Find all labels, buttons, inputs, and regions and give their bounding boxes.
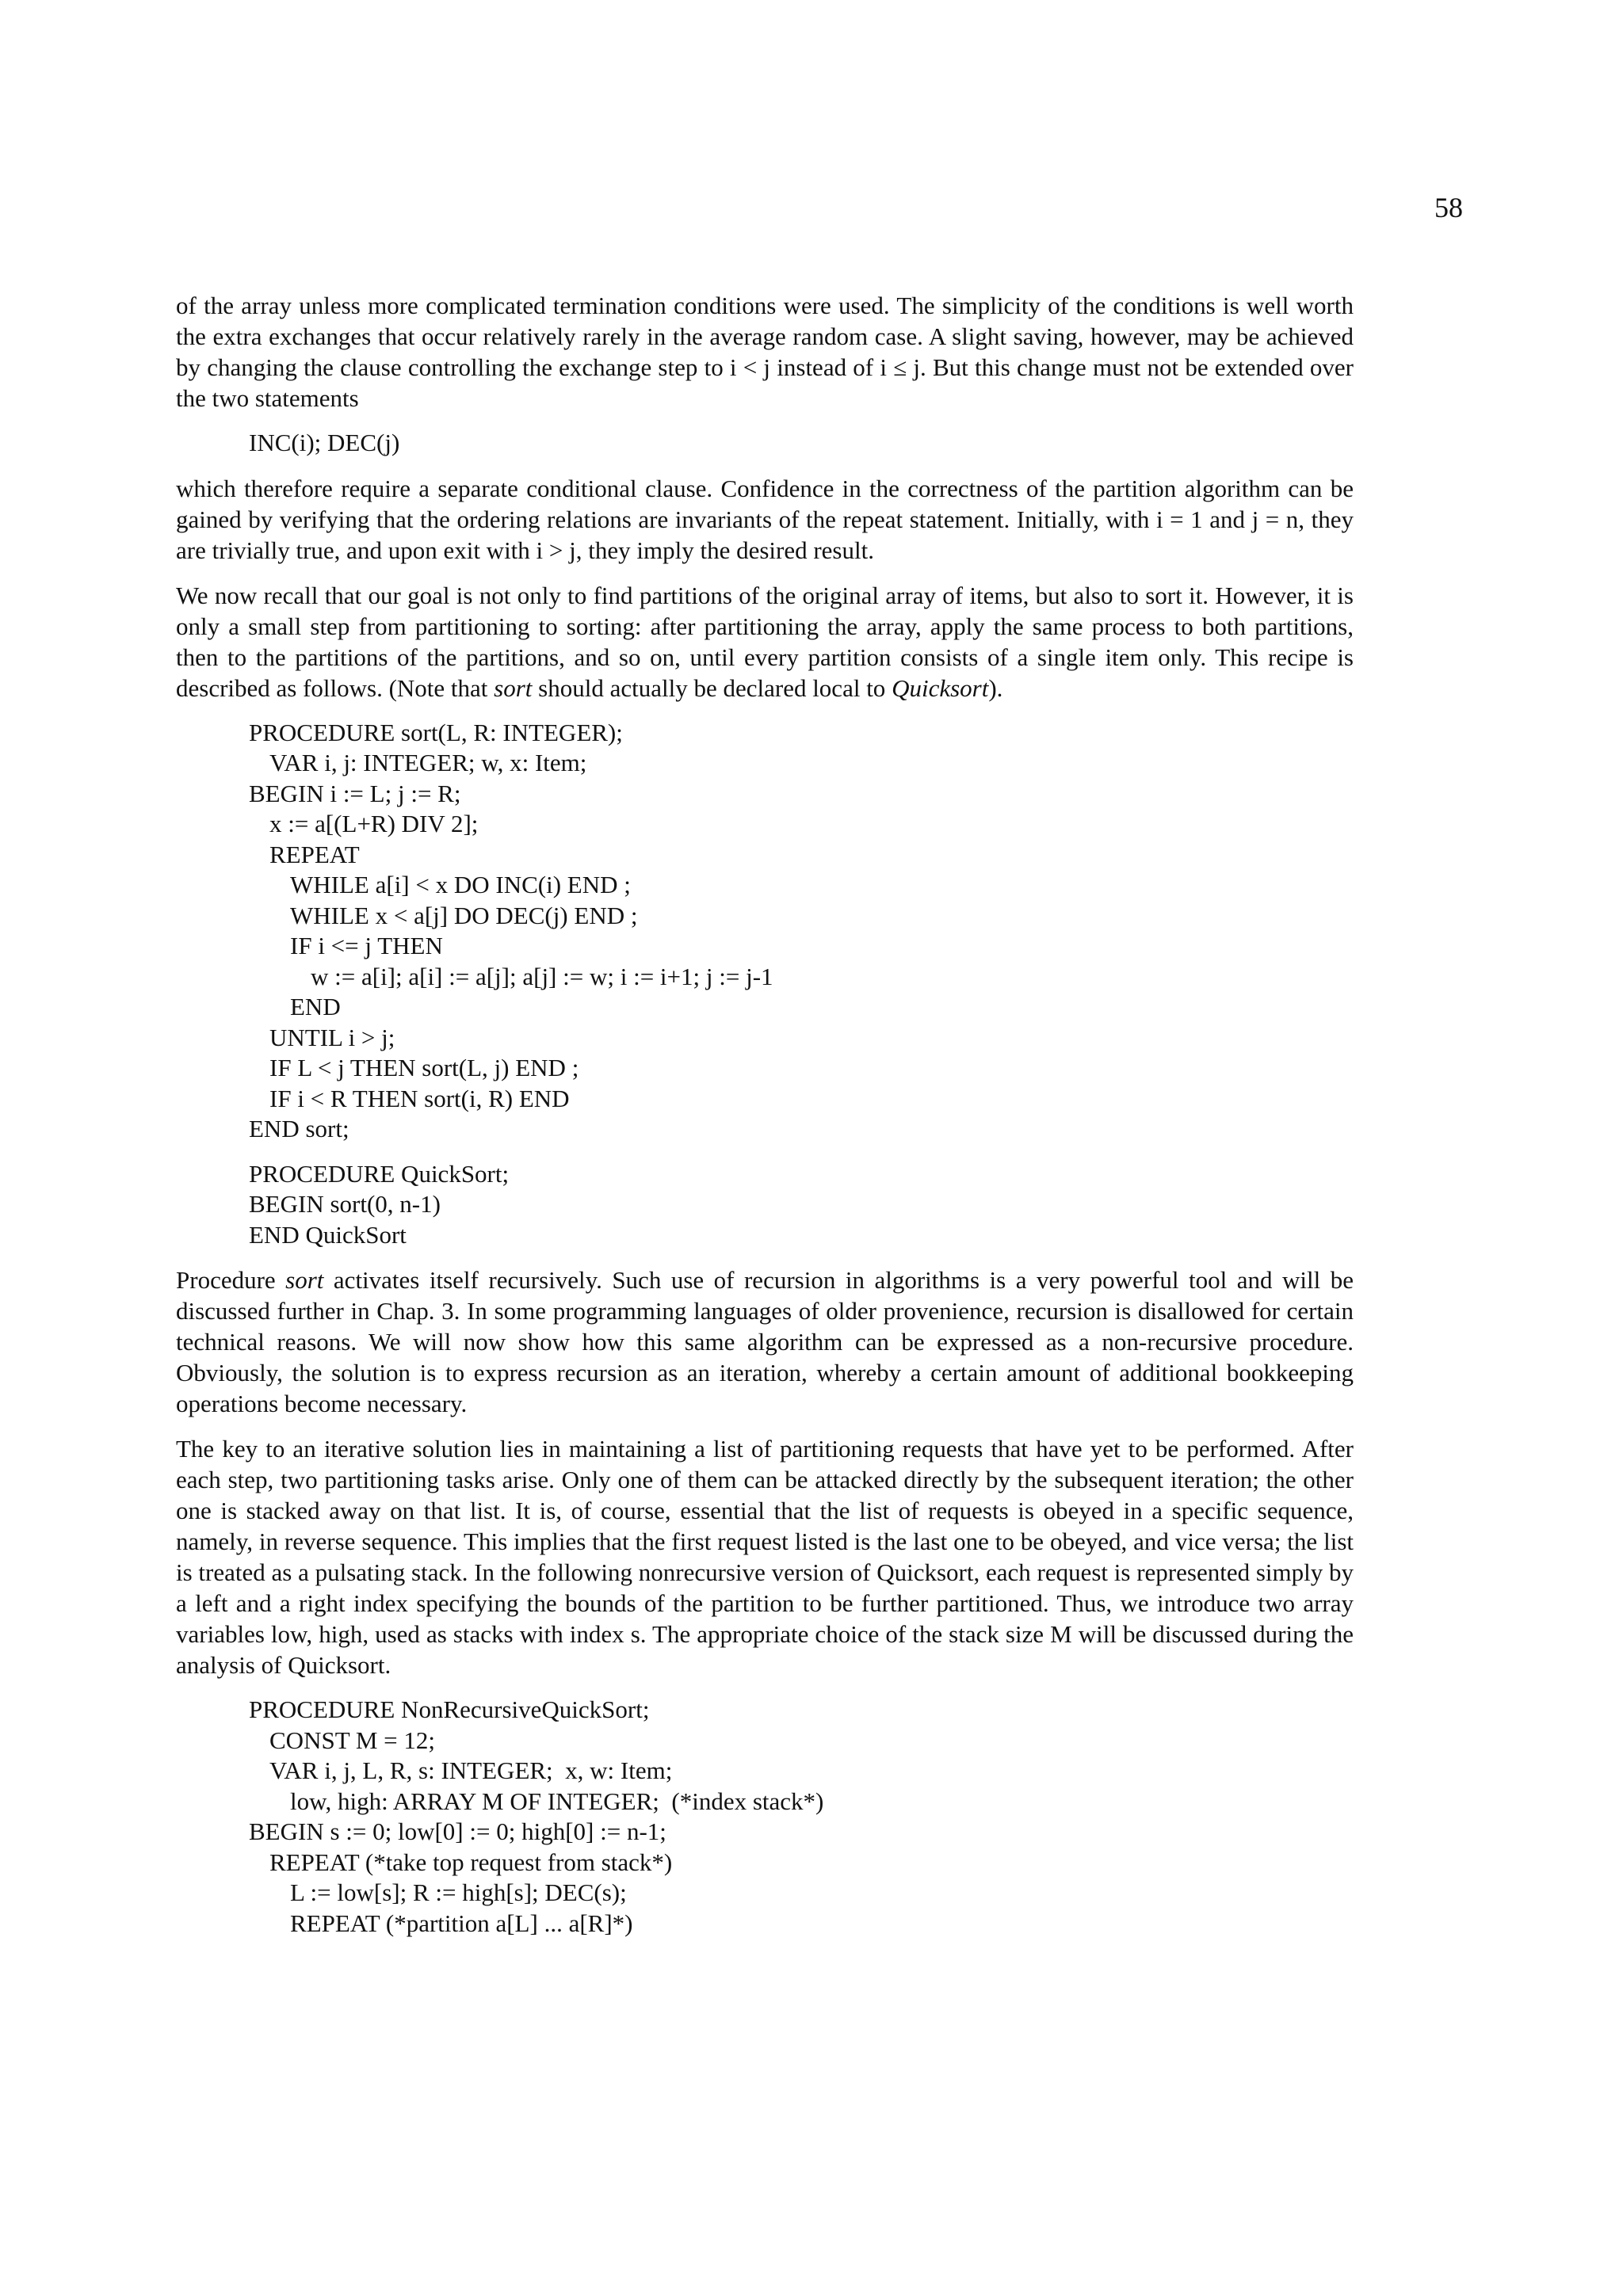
code-line: PROCEDURE sort(L, R: INTEGER);	[249, 718, 623, 746]
paragraph-termination: of the array unless more complicated termination conditions were used. The simplicity of the conditions is well worth the extra exchanges that occur relatively rarely in the average random case. A slight saving, however, may be achieved by changing the clause controlling the exchange step to i < j instead of i ≤ j. But this change must not be extended over the two statements	[176, 292, 1354, 412]
paragraph-correctness: which therefore require a separate conditional clause. Confidence in the correctness of the partition algorithm can be gained by verifying that the ordering relations are invariants of the repeat statement. Initially, with i = 1 and j = n, they are trivially true, and upon exit with i > j, they imply the desired result.	[176, 474, 1354, 564]
code-line: WHILE x < a[j] DO DEC(j) END ;	[290, 901, 638, 929]
code-line: PROCEDURE NonRecursiveQuickSort;	[249, 1695, 650, 1723]
code-line: INC(i); DEC(j)	[249, 429, 400, 456]
emphasis-sort: sort	[285, 1266, 324, 1294]
page-number: 58	[1434, 192, 1463, 223]
code-line: VAR i, j, L, R, s: INTEGER; x, w: Item;	[269, 1756, 673, 1784]
code-line: IF i < R THEN sort(i, R) END	[269, 1084, 570, 1112]
emphasis-quicksort: Quicksort	[892, 673, 989, 702]
emphasis-sort: sort	[494, 673, 533, 702]
paragraph-recursion-recipe	[176, 580, 1354, 704]
code-line: REPEAT (*partition a[L] ... a[R]*)	[290, 1909, 633, 1937]
code-line: PROCEDURE QuickSort;	[249, 1159, 510, 1188]
code-line: BEGIN i := L; j := R;	[249, 779, 461, 807]
page-body	[176, 290, 1354, 1953]
text-run: We now recall that our goal is not only to find partitions of the original array of items, but also to sort it. However, it is only a small step from partitioning to sorting: after partitioning the array, apply the same process to both partitions, then to the partitions of the partitions, and so on, until every partition consists of a single item only. This recipe is described as follows. (Note that	[176, 581, 1354, 702]
code-line: x := a[(L+R) DIV 2];	[269, 810, 479, 837]
code-quicksort-procedure	[176, 1159, 1354, 1251]
code-line: L := low[s]; R := high[s]; DEC(s);	[290, 1878, 627, 1906]
code-line: UNTIL i > j;	[269, 1023, 395, 1051]
code-line: WHILE a[i] < x DO INC(i) END ;	[290, 871, 631, 898]
code-line: VAR i, j: INTEGER; w, x: Item;	[269, 749, 587, 776]
code-line: END QuickSort	[249, 1220, 407, 1249]
paragraph-recursive-procedure	[176, 1264, 1354, 1419]
code-line: REPEAT	[269, 840, 360, 868]
code-line: CONST M = 12;	[269, 1726, 435, 1754]
code-line: BEGIN sort(0, n-1)	[249, 1190, 441, 1218]
code-line: w := a[i]; a[i] := a[j]; a[j] := w; i := i+1; j := j-1	[311, 962, 773, 990]
text-run: should actually be declared local to	[532, 673, 892, 702]
code-line: END	[290, 993, 341, 1020]
code-line: IF L < j THEN sort(L, j) END ;	[269, 1054, 579, 1081]
code-line: IF i <= j THEN	[290, 932, 443, 959]
code-nonrecursive-quicksort	[176, 1695, 1354, 1939]
code-line: REPEAT (*take top request from stack*)	[269, 1848, 673, 1876]
paragraph-iterative-solution: The key to an iterative solution lies in maintaining a list of partitioning requests that have yet to be performed. After each step, two partitioning tasks arise. Only one of them can be attacked directly by the subsequent iteration; the other one is stacked away on that list. It is, of course, essential that the list of requests is obeyed in a specific sequence, namely, in reverse sequence. This implies that the first request listed is the last one to be obeyed, and vice versa; the list is treated as a pulsating stack. In the following nonrecursive version of Quicksort, each request is represented simply by a left and a right index specifying the bounds of the partition to be further partitioned. Thus, we introduce two array variables low, high, used as stacks with index s. The appropriate choice of the stack size M will be discussed during the analysis of Quicksort.	[176, 1435, 1354, 1679]
text-run: Procedure	[176, 1266, 286, 1294]
code-inc-dec	[176, 428, 1354, 459]
code-line: END sort;	[249, 1115, 349, 1142]
text-run: ).	[988, 673, 1003, 702]
code-line: BEGIN s := 0; low[0] := 0; high[0] := n-1;	[249, 1817, 666, 1845]
code-sort-procedure	[176, 718, 1354, 1145]
code-line: low, high: ARRAY M OF INTEGER; (*index stack*)	[290, 1787, 824, 1815]
text-run: activates itself recursively. Such use of recursion in algorithms is a very powerful tool and will be discussed further in Chap. 3. In some programming languages of older provenience, recursion is disallowed for certain technical reasons. We will now show how this same algorithm can be expressed as a non-recursive procedure. Obviously, the solution is to express recursion as an iteration, whereby a certain amount of additional bookkeeping operations become necessary.	[176, 1266, 1354, 1417]
